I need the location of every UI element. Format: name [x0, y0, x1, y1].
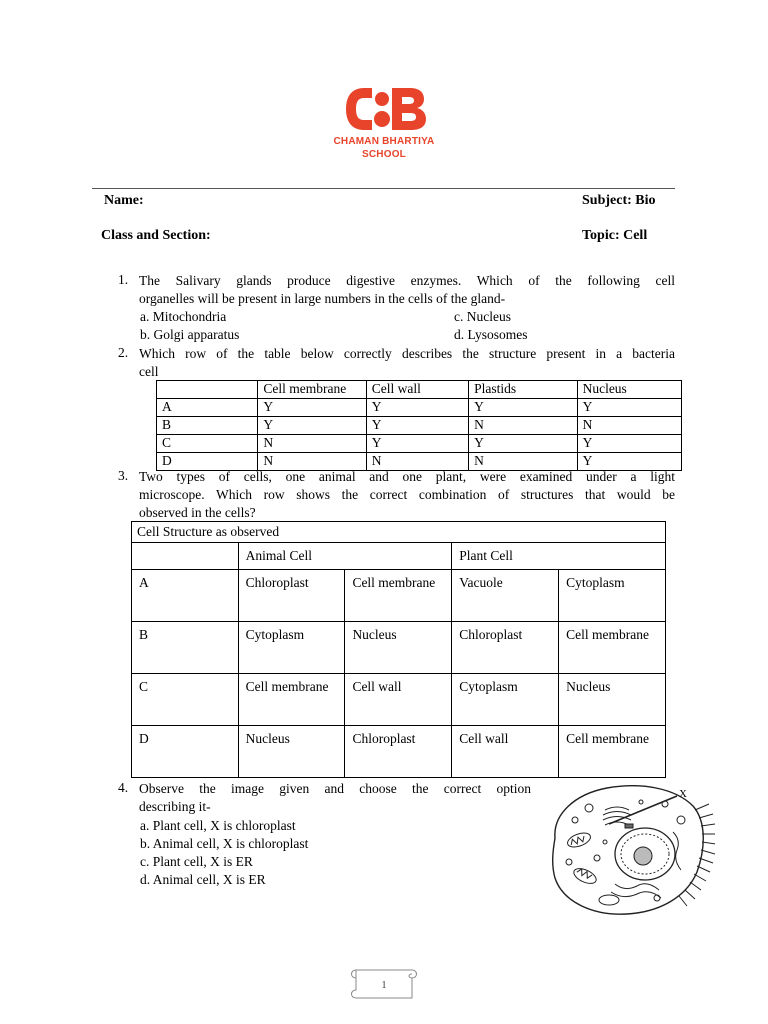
table-cell: C	[132, 674, 239, 726]
table-cell: Y	[577, 399, 681, 417]
q1-text	[139, 272, 675, 308]
table-cell: Cytoplasm	[559, 570, 666, 622]
q1-number: 1.	[118, 272, 129, 287]
q4-option-d: d. Animal cell, X is ER	[140, 872, 266, 887]
q4-option-b: b. Animal cell, X is chloroplast	[140, 836, 309, 851]
table-cell: C	[157, 435, 258, 453]
table-cell: Y	[366, 435, 468, 453]
table-cell: Cell wall	[452, 726, 559, 778]
table-cell: Vacuole	[452, 570, 559, 622]
cell-label-x: X	[679, 788, 687, 800]
q4-option-a: a. Plant cell, X is chloroplast	[140, 818, 296, 833]
header-rule	[92, 188, 675, 189]
q2-line1: Which row of the table below correctly describes the structure present in a bacteria	[139, 346, 675, 361]
table-cell: Y	[469, 399, 577, 417]
table-row	[132, 543, 666, 570]
table-cell: Chloroplast	[452, 622, 559, 674]
table-cell: D	[157, 453, 258, 471]
table-cell: N	[258, 453, 366, 471]
subject-label: Subject: Bio	[582, 193, 656, 208]
table-cell: Cytoplasm	[452, 674, 559, 726]
table-cell: Cell membrane	[559, 726, 666, 778]
q2-table	[156, 380, 682, 471]
q4-line1: Observe the image given and choose the correct option	[139, 781, 531, 796]
table-cell: Y	[366, 399, 468, 417]
q4-text	[139, 780, 531, 816]
school-name-line2: SCHOOL	[362, 149, 406, 160]
table-cell: B	[132, 622, 239, 674]
q1-option-c: c. Nucleus	[454, 309, 511, 324]
animal-cell-header: Animal Cell	[238, 543, 452, 570]
table-header: Cell wall	[366, 381, 468, 399]
table-cell: Cytoplasm	[238, 622, 345, 674]
table-row	[132, 622, 666, 674]
table-cell: Y	[258, 417, 366, 435]
table-cell: Chloroplast	[345, 726, 452, 778]
table-cell: Nucleus	[559, 674, 666, 726]
table-cell: Y	[577, 435, 681, 453]
table-cell: Nucleus	[238, 726, 345, 778]
q1-line2: organelles will be present in large numbers in the cells of the gland-	[139, 291, 506, 306]
table-cell: Y	[577, 453, 681, 471]
table-cell: N	[366, 453, 468, 471]
table-row	[157, 435, 682, 453]
table-cell: N	[469, 453, 577, 471]
q2-line2: cell	[139, 364, 159, 379]
table-cell: N	[577, 417, 681, 435]
table-row	[157, 399, 682, 417]
page-number: 1	[381, 980, 387, 991]
q3-table	[131, 521, 666, 778]
table-cell: N	[258, 435, 366, 453]
table-cell: A	[157, 399, 258, 417]
table-cell: Chloroplast	[238, 570, 345, 622]
table-cell: Cell wall	[345, 674, 452, 726]
q1-line1: The Salivary glands produce digestive enzymes. Which of the following cell	[139, 273, 675, 288]
q1-option-b: b. Golgi apparatus	[140, 327, 240, 342]
table-cell	[157, 381, 258, 399]
table-row	[132, 570, 666, 622]
q4-line2: describing it-	[139, 799, 211, 814]
q2-number: 2.	[118, 345, 129, 360]
table-cell: Y	[258, 399, 366, 417]
school-logo	[344, 86, 428, 132]
topic-label: Topic: Cell	[582, 228, 648, 243]
table-header: Cell membrane	[258, 381, 366, 399]
table-cell: D	[132, 726, 239, 778]
table-row	[157, 381, 682, 399]
q3-line3: observed in the cells?	[139, 505, 256, 520]
table-row	[132, 522, 666, 543]
plant-cell-header: Plant Cell	[452, 543, 666, 570]
table-cell: Y	[469, 435, 577, 453]
table-header: Nucleus	[577, 381, 681, 399]
q4-number: 4.	[118, 780, 129, 795]
q3-line1: Two types of cells, one animal and one plant, were examined under a light	[139, 469, 675, 484]
q1-option-d: d. Lysosomes	[454, 327, 528, 342]
table-cell	[132, 543, 239, 570]
class-section-label: Class and Section:	[101, 228, 211, 243]
table-cell: Cell membrane	[238, 674, 345, 726]
table-cell: Cell membrane	[559, 622, 666, 674]
q3-table-title: Cell Structure as observed	[132, 522, 666, 543]
table-cell: B	[157, 417, 258, 435]
table-row	[157, 417, 682, 435]
name-label: Name:	[104, 193, 144, 208]
page-number-scroll	[348, 964, 420, 1004]
table-header: Plastids	[469, 381, 577, 399]
q3-number: 3.	[118, 468, 129, 483]
q2-text	[139, 345, 675, 381]
table-cell: Y	[366, 417, 468, 435]
animal-cell-image	[545, 780, 715, 918]
q3-line2: microscope. Which row shows the correct combination of structures that would be	[139, 487, 675, 502]
table-row	[132, 674, 666, 726]
table-row	[132, 726, 666, 778]
table-cell: N	[469, 417, 577, 435]
q3-text	[139, 468, 675, 522]
q1-option-a: a. Mitochondria	[140, 309, 227, 324]
table-cell: Cell membrane	[345, 570, 452, 622]
table-cell: A	[132, 570, 239, 622]
q4-option-c: c. Plant cell, X is ER	[140, 854, 253, 869]
table-cell: Nucleus	[345, 622, 452, 674]
school-name-line1: CHAMAN BHARTIYA	[333, 136, 435, 147]
